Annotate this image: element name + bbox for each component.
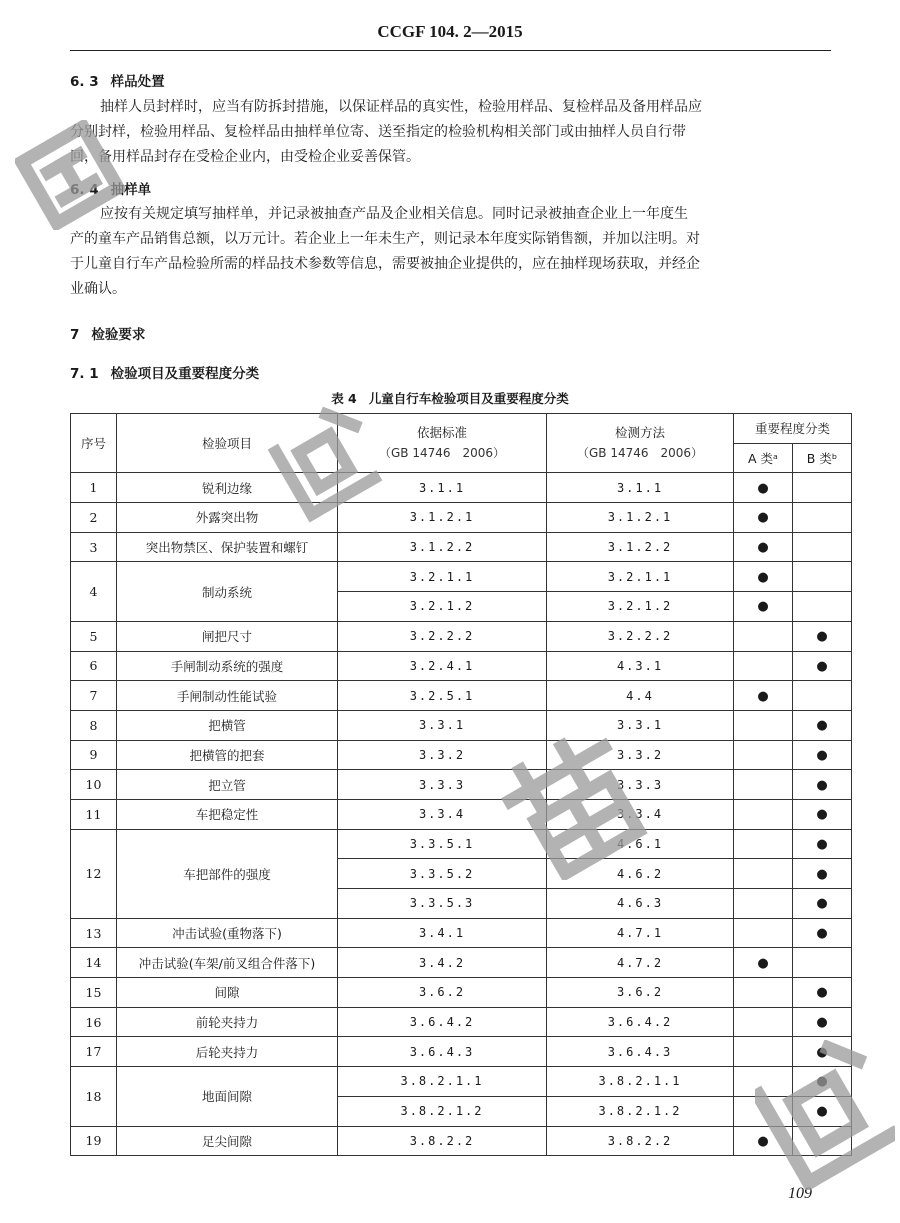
row-test-method: 4.4 [547, 681, 734, 711]
row-test-method: 4.3.1 [547, 651, 734, 681]
header-class-a: A 类ᵃ [734, 443, 793, 473]
row-class-a-cell [734, 681, 793, 711]
row-class-a-cell [734, 770, 793, 800]
row-inspection-item: 间隙 [117, 978, 338, 1008]
table-row [71, 948, 852, 978]
row-class-a-cell [734, 740, 793, 770]
header-standard [338, 414, 547, 473]
row-test-method: 4.7.1 [547, 918, 734, 948]
class-b-mark-icon: ● [816, 896, 828, 912]
row-serial-number: 4 [71, 562, 117, 621]
row-class-a-cell [734, 978, 793, 1008]
row-standard-clause: 3.2.1.2 [338, 592, 547, 622]
row-serial-number: 13 [71, 918, 117, 948]
section-heading-6-3 [70, 70, 165, 90]
row-class-b-cell [793, 918, 852, 948]
header-class-b: B 类ᵇ [793, 443, 852, 473]
row-class-a-cell [734, 799, 793, 829]
row-class-b-cell [793, 1126, 852, 1156]
row-serial-number: 17 [71, 1037, 117, 1067]
row-serial-number: 12 [71, 829, 117, 918]
row-standard-clause: 3.1.2.2 [338, 532, 547, 562]
row-standard-clause: 3.1.2.1 [338, 503, 547, 533]
table-row [71, 681, 852, 711]
row-test-method: 4.6.2 [547, 859, 734, 889]
row-standard-clause: 3.8.2.1.1 [338, 1067, 547, 1097]
class-a-mark-icon: ● [757, 688, 769, 704]
table-row [71, 503, 852, 533]
table-caption-title: 儿童自行车检验项目及重要程度分类 [368, 391, 569, 406]
row-class-a-cell [734, 918, 793, 948]
row-inspection-item: 闸把尺寸 [117, 621, 338, 651]
row-class-b-cell [793, 473, 852, 503]
row-test-method: 4.6.3 [547, 889, 734, 919]
paragraph-line: 业确认。 [70, 281, 126, 297]
row-standard-clause: 3.6.2 [338, 978, 547, 1008]
table-row [71, 651, 852, 681]
class-a-mark-icon: ● [757, 955, 769, 971]
row-serial-number: 11 [71, 799, 117, 829]
class-a-mark-icon: ● [757, 510, 769, 526]
row-inspection-item: 前轮夹持力 [117, 1007, 338, 1037]
table-row [71, 978, 852, 1008]
row-class-b-cell [793, 829, 852, 859]
section-heading-6-4 [70, 178, 151, 198]
row-test-method: 3.3.4 [547, 799, 734, 829]
class-a-mark-icon: ● [757, 569, 769, 585]
row-class-b-cell [793, 948, 852, 978]
row-test-method: 3.6.4.3 [547, 1037, 734, 1067]
row-class-b-cell [793, 503, 852, 533]
row-class-a-cell [734, 1037, 793, 1067]
row-standard-clause: 3.2.5.1 [338, 681, 547, 711]
paragraph-line: 产的童车产品销售总额，以万元计。若企业上一年未生产，则记录本年度实际销售额，并加以注明。对 [70, 231, 700, 247]
section-heading-7-1 [70, 362, 259, 382]
row-class-a-cell [734, 859, 793, 889]
row-serial-number: 8 [71, 710, 117, 740]
table-row [71, 770, 852, 800]
row-standard-clause: 3.2.1.1 [338, 562, 547, 592]
page-number: 109 [788, 1185, 812, 1202]
row-standard-clause: 3.8.2.1.2 [338, 1096, 547, 1126]
class-b-mark-icon: ● [816, 1104, 828, 1120]
row-serial-number: 19 [71, 1126, 117, 1156]
paragraph-line: 应按有关规定填写抽样单，并记录被抽查产品及企业相关信息。同时记录被抽查企业上一年度生 [100, 206, 688, 222]
table-body [71, 473, 852, 1156]
class-a-mark-icon: ● [757, 599, 769, 615]
row-class-a-cell [734, 1126, 793, 1156]
row-inspection-item: 制动系统 [117, 562, 338, 621]
row-test-method: 3.3.1 [547, 710, 734, 740]
header-inspection-item: 检验项目 [117, 414, 338, 473]
row-serial-number: 5 [71, 621, 117, 651]
class-b-mark-icon: ● [816, 777, 828, 793]
table-row [71, 710, 852, 740]
table-row [71, 532, 852, 562]
row-standard-clause: 3.2.4.1 [338, 651, 547, 681]
class-b-mark-icon: ● [816, 629, 828, 645]
class-b-mark-icon: ● [816, 658, 828, 674]
row-standard-clause: 3.4.1 [338, 918, 547, 948]
row-class-a-cell [734, 1007, 793, 1037]
row-inspection-item: 车把稳定性 [117, 799, 338, 829]
header-importance: 重要程度分类 [734, 414, 852, 444]
row-class-a-cell [734, 1096, 793, 1126]
row-class-b-cell [793, 681, 852, 711]
class-a-mark-icon: ● [757, 1133, 769, 1149]
row-test-method: 3.6.4.2 [547, 1007, 734, 1037]
table-row [71, 1126, 852, 1156]
row-inspection-item: 把立管 [117, 770, 338, 800]
row-test-method: 3.3.2 [547, 740, 734, 770]
row-class-a-cell [734, 829, 793, 859]
row-serial-number: 2 [71, 503, 117, 533]
row-standard-clause: 3.3.3 [338, 770, 547, 800]
class-b-mark-icon: ● [816, 747, 828, 763]
row-class-b-cell [793, 889, 852, 919]
row-class-a-cell [734, 621, 793, 651]
table-row [71, 1067, 852, 1097]
table-row [71, 562, 852, 592]
row-class-b-cell [793, 799, 852, 829]
row-serial-number: 16 [71, 1007, 117, 1037]
row-inspection-item: 车把部件的强度 [117, 829, 338, 918]
class-b-mark-icon: ● [816, 1074, 828, 1090]
row-serial-number: 9 [71, 740, 117, 770]
class-b-mark-icon: ● [816, 1044, 828, 1060]
class-a-mark-icon: ● [757, 540, 769, 556]
row-test-method: 3.8.2.1.2 [547, 1096, 734, 1126]
row-standard-clause: 3.6.4.2 [338, 1007, 547, 1037]
row-test-method: 3.1.2.1 [547, 503, 734, 533]
row-standard-clause: 3.3.2 [338, 740, 547, 770]
row-test-method: 3.2.2.2 [547, 621, 734, 651]
header-standard-label: 依据标准 [416, 425, 467, 441]
table-row [71, 829, 852, 859]
row-standard-clause: 3.3.5.2 [338, 859, 547, 889]
row-inspection-item: 冲击试验(车架/前叉组合件落下) [117, 948, 338, 978]
row-class-a-cell [734, 562, 793, 592]
row-class-b-cell [793, 770, 852, 800]
header-method [547, 414, 734, 473]
section-title: 检验项目及重要程度分类 [110, 366, 260, 382]
row-serial-number: 1 [71, 473, 117, 503]
row-class-b-cell [793, 621, 852, 651]
row-test-method: 3.2.1.2 [547, 592, 734, 622]
table-row [71, 799, 852, 829]
section-title: 检验要求 [91, 327, 146, 343]
document-code-header: CCGF 104. 2—2015 [377, 22, 523, 41]
row-test-method: 3.6.2 [547, 978, 734, 1008]
class-a-mark-icon: ● [757, 480, 769, 496]
section-number: 6. 4 [70, 182, 99, 198]
row-class-b-cell [793, 740, 852, 770]
paragraph-line: 于儿童自行车产品检验所需的样品技术参数等信息，需要被抽企业提供的，应在抽样现场获取，并经企 [70, 256, 700, 272]
section-title: 样品处置 [110, 74, 165, 90]
row-inspection-item: 外露突出物 [117, 503, 338, 533]
class-b-mark-icon: ● [816, 807, 828, 823]
paragraph-6-4 [70, 202, 831, 302]
row-class-a-cell [734, 473, 793, 503]
row-class-b-cell [793, 592, 852, 622]
class-b-mark-icon: ● [816, 1015, 828, 1031]
row-serial-number: 6 [71, 651, 117, 681]
row-test-method: 3.8.2.1.1 [547, 1067, 734, 1097]
header-method-sub: （GB 14746 2006） [576, 446, 704, 461]
row-class-a-cell [734, 710, 793, 740]
header-method-label: 检测方法 [614, 425, 665, 441]
section-title: 抽样单 [110, 182, 152, 198]
row-class-a-cell [734, 651, 793, 681]
row-serial-number: 7 [71, 681, 117, 711]
header-rule [70, 50, 831, 51]
row-standard-clause: 3.3.1 [338, 710, 547, 740]
row-standard-clause: 3.2.2.2 [338, 621, 547, 651]
section-number: 6. 3 [70, 74, 99, 90]
section-heading-7 [70, 323, 145, 343]
row-test-method: 4.7.2 [547, 948, 734, 978]
paragraph-line: 抽样人员封样时，应当有防拆封措施，以保证样品的真实性，检验用样品、复检样品及备用样品应 [100, 99, 702, 115]
class-b-mark-icon: ● [816, 985, 828, 1001]
row-standard-clause: 3.3.5.1 [338, 829, 547, 859]
row-class-a-cell [734, 503, 793, 533]
row-test-method: 3.8.2.2 [547, 1126, 734, 1156]
row-class-b-cell [793, 562, 852, 592]
section-number: 7 [70, 327, 80, 343]
section-number: 7. 1 [70, 366, 99, 382]
class-b-mark-icon: ● [816, 836, 828, 852]
paragraph-6-3 [70, 95, 831, 170]
row-class-b-cell [793, 1007, 852, 1037]
row-class-a-cell [734, 1067, 793, 1097]
row-test-method: 4.6.1 [547, 829, 734, 859]
class-b-mark-icon: ● [816, 926, 828, 942]
row-class-b-cell [793, 1067, 852, 1097]
row-class-b-cell [793, 651, 852, 681]
row-serial-number: 15 [71, 978, 117, 1008]
table-caption [0, 389, 900, 407]
row-standard-clause: 3.4.2 [338, 948, 547, 978]
row-inspection-item: 冲击试验(重物落下) [117, 918, 338, 948]
row-standard-clause: 3.1.1 [338, 473, 547, 503]
row-serial-number: 3 [71, 532, 117, 562]
row-serial-number: 18 [71, 1067, 117, 1126]
row-test-method: 3.3.3 [547, 770, 734, 800]
paragraph-line: 分别封样，检验用样品、复检样品由抽样单位寄、送至指定的检验机构相关部门或由抽样人员自行带 [70, 124, 686, 140]
row-test-method: 3.1.2.2 [547, 532, 734, 562]
row-inspection-item: 后轮夹持力 [117, 1037, 338, 1067]
row-inspection-item: 锐利边缘 [117, 473, 338, 503]
paragraph-line: 回，备用样品封存在受检企业内，由受检企业妥善保管。 [70, 149, 420, 165]
row-serial-number: 14 [71, 948, 117, 978]
row-class-b-cell [793, 978, 852, 1008]
row-class-a-cell [734, 889, 793, 919]
class-b-mark-icon: ● [816, 718, 828, 734]
row-serial-number: 10 [71, 770, 117, 800]
row-class-b-cell [793, 859, 852, 889]
header-serial-number: 序号 [71, 414, 117, 473]
row-standard-clause: 3.8.2.2 [338, 1126, 547, 1156]
table-row [71, 1037, 852, 1067]
inspection-items-table [70, 413, 852, 1156]
class-b-mark-icon: ● [816, 866, 828, 882]
row-inspection-item: 足尖间隙 [117, 1126, 338, 1156]
table-caption-number: 表 4 [331, 391, 357, 406]
table-row [71, 740, 852, 770]
table-row [71, 1007, 852, 1037]
row-inspection-item: 手闸制动性能试验 [117, 681, 338, 711]
header-standard-sub: （GB 14746 2006） [378, 446, 506, 461]
row-inspection-item: 把横管 [117, 710, 338, 740]
row-test-method: 3.2.1.1 [547, 562, 734, 592]
row-inspection-item: 把横管的把套 [117, 740, 338, 770]
row-test-method: 3.1.1 [547, 473, 734, 503]
table-row [71, 621, 852, 651]
table-row [71, 918, 852, 948]
row-standard-clause: 3.3.4 [338, 799, 547, 829]
row-class-b-cell [793, 710, 852, 740]
row-class-b-cell [793, 1096, 852, 1126]
row-class-b-cell [793, 532, 852, 562]
row-standard-clause: 3.6.4.3 [338, 1037, 547, 1067]
row-inspection-item: 突出物禁区、保护装置和螺钉 [117, 532, 338, 562]
row-class-a-cell [734, 592, 793, 622]
row-class-a-cell [734, 948, 793, 978]
row-inspection-item: 手闸制动系统的强度 [117, 651, 338, 681]
table-row [71, 473, 852, 503]
row-standard-clause: 3.3.5.3 [338, 889, 547, 919]
row-class-b-cell [793, 1037, 852, 1067]
row-class-a-cell [734, 532, 793, 562]
row-inspection-item: 地面间隙 [117, 1067, 338, 1126]
